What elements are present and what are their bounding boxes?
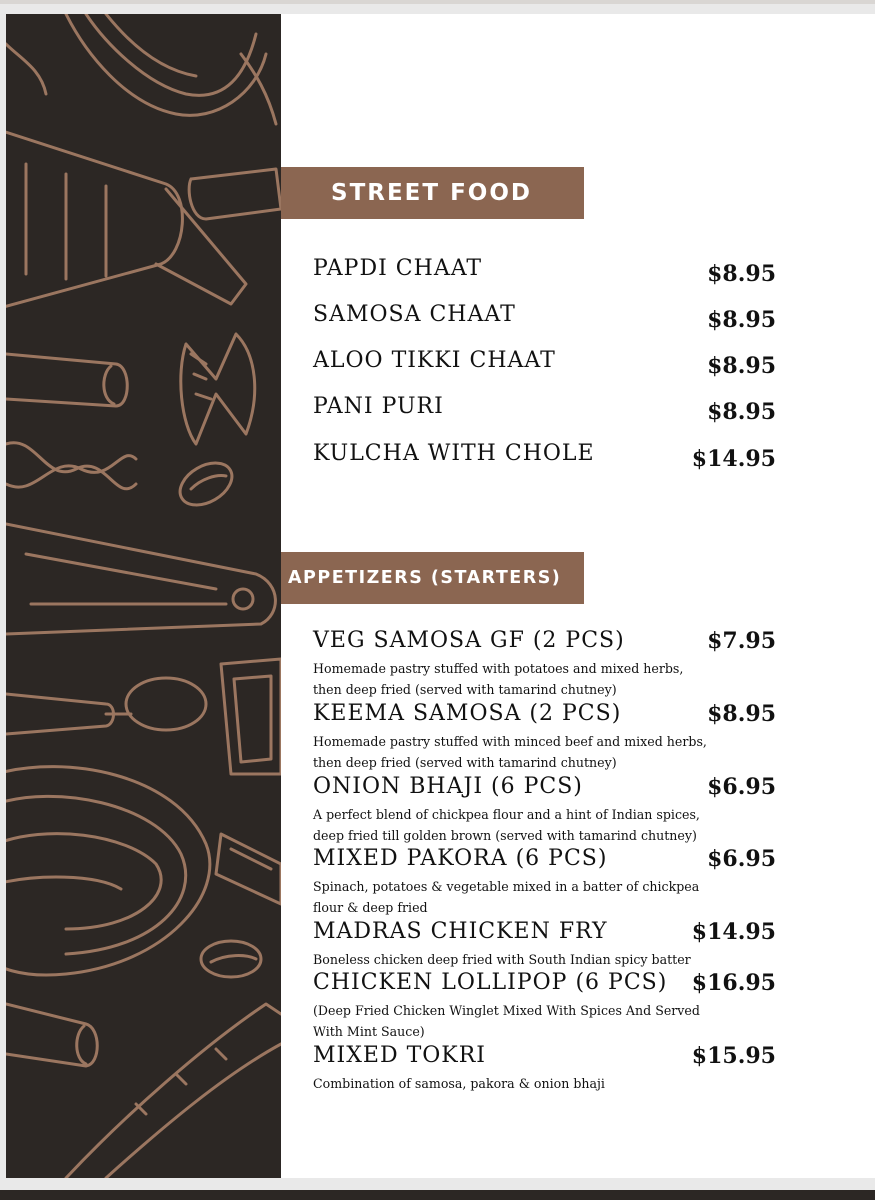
section-heading-appetizers — [281, 552, 584, 604]
menu-item-name: ALOO TIKKI CHAAT — [313, 348, 556, 373]
menu-item-name: CHICKEN LOLLIPOP (6 PCS) — [313, 970, 668, 995]
menu-item-price: $8.95 — [707, 353, 776, 379]
next-page-edge — [0, 1190, 875, 1200]
menu-item-name: MIXED PAKORA (6 PCS) — [313, 846, 608, 871]
menu-item-price: $16.95 — [691, 970, 776, 996]
menu-item-price: $6.95 — [707, 846, 776, 872]
menu-item-price: $8.95 — [707, 701, 776, 727]
kitchen-utensils-illustration — [6, 14, 281, 1178]
menu-item-price: $14.95 — [691, 919, 776, 945]
menu-item-description: Combination of samosa, pakora & onion bhaji — [313, 1076, 605, 1091]
menu-item-name: SAMOSA CHAAT — [313, 302, 516, 327]
menu-item-description: A perfect blend of chickpea flour and a hint of Indian spices, deep fried till golden brown (served with tamarind chutney) — [313, 807, 700, 843]
section-heading-label: STREET FOOD — [331, 180, 532, 206]
menu-item-price: $8.95 — [707, 399, 776, 425]
menu-item-description: Homemade pastry stuffed with minced beef and mixed herbs, then deep fried (served with tamarind chutney) — [313, 734, 707, 770]
menu-item-price: $14.95 — [691, 446, 776, 472]
menu-item-description: Homemade pastry stuffed with potatoes and mixed herbs, then deep fried (served with tamarind chutney) — [313, 661, 684, 697]
menu-item-name: MADRAS CHICKEN FRY — [313, 919, 608, 944]
menu-item-price: $7.95 — [707, 628, 776, 654]
menu-item-price: $8.95 — [707, 307, 776, 333]
menu-item-name: MIXED TOKRI — [313, 1043, 486, 1068]
menu-item-price: $6.95 — [707, 774, 776, 800]
menu-item-price: $8.95 — [707, 261, 776, 287]
menu-item-price: $15.95 — [691, 1043, 776, 1069]
menu-item-name: ONION BHAJI (6 PCS) — [313, 774, 583, 799]
menu-item-name: PANI PURI — [313, 394, 444, 419]
menu-item-name: VEG SAMOSA GF (2 PCS) — [313, 628, 625, 653]
menu-item-description: Spinach, potatoes & vegetable mixed in a batter of chickpea flour & deep fried — [313, 879, 700, 915]
menu-item-description: Boneless chicken deep fried with South Indian spicy batter — [313, 952, 691, 967]
menu-item-name: KULCHA WITH CHOLE — [313, 441, 595, 466]
menu-item-name: PAPDI CHAAT — [313, 256, 483, 281]
section-heading-label: APPETIZERS (STARTERS) — [288, 568, 562, 588]
menu-item-description: (Deep Fried Chicken Winglet Mixed With Spices And Served With Mint Sauce) — [313, 1003, 700, 1039]
menu-item-name: KEEMA SAMOSA (2 PCS) — [313, 701, 622, 726]
section-heading-street-food — [281, 167, 584, 219]
menu-page — [6, 14, 875, 1178]
decorative-illustration-panel — [6, 14, 281, 1178]
viewer-top-edge — [0, 0, 875, 4]
